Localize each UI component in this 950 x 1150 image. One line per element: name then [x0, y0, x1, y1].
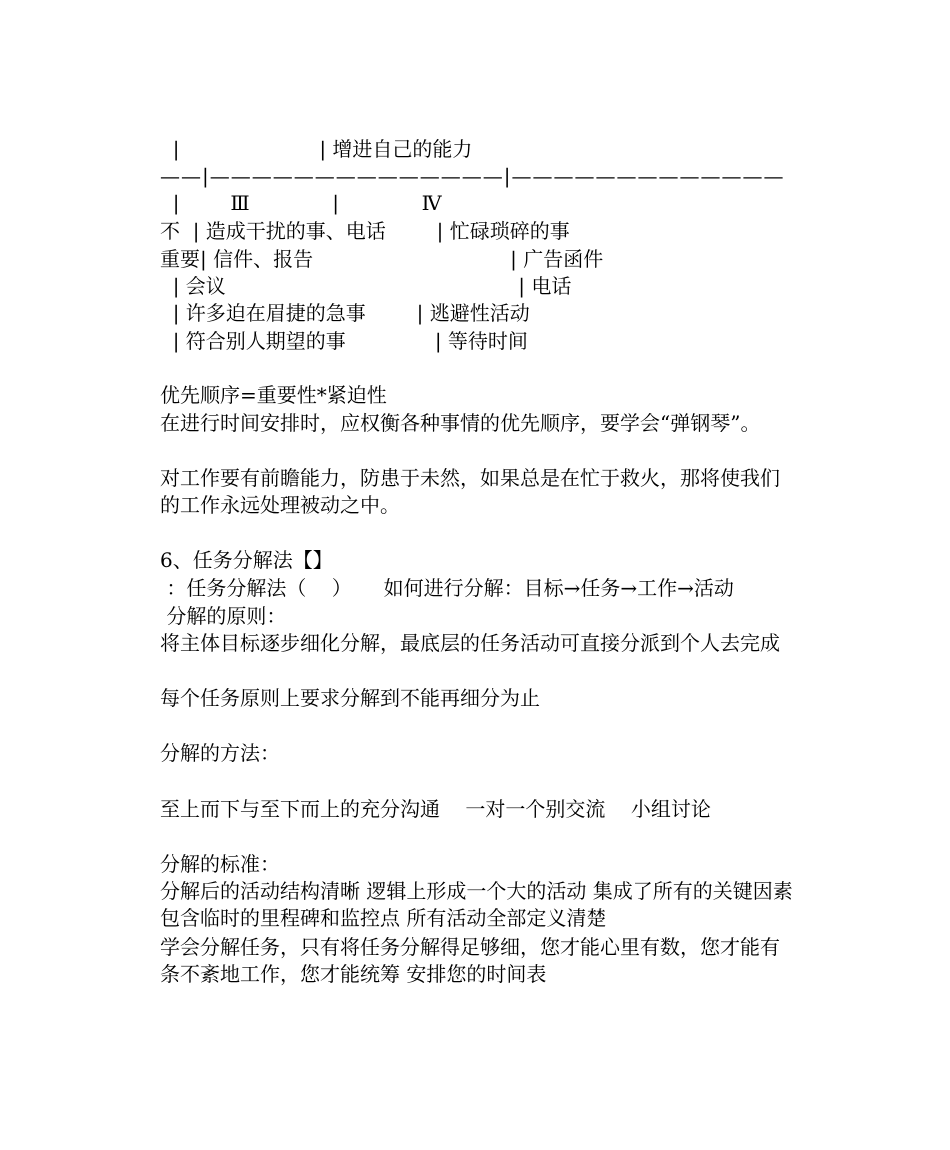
table-row-top: | | 增进自己的能力: [160, 137, 473, 161]
principle-title: 分解的原则：: [160, 604, 287, 628]
priority-paragraph-2: 对工作要有前瞻能力，防患于未然，如果总是在忙于救火，那将使我们的工作永远处理被动之中。: [160, 466, 780, 517]
method-text: 至上而下与至下而上的充分沟通 一对一个别交流 小组讨论: [160, 797, 711, 821]
principle-1: 将主体目标逐步细化分解，最底层的任务活动可直接分派到个人去完成: [160, 631, 780, 655]
table-row: | 许多迫在眉捷的急事 | 逃避性活动: [160, 301, 530, 325]
priority-formula: 优先顺序=重要性*紧迫性: [160, 383, 387, 407]
table-row: | 符合别人期望的事 | 等待时间: [160, 329, 528, 353]
table-separator: ——|——————————————|—————————————: [160, 164, 785, 188]
standard-title: 分解的标准：: [160, 852, 280, 876]
table-row: 不 | 造成干扰的事、电话 | 忙碌琐碎的事: [160, 219, 570, 243]
standard-text: 分解后的活动结构清晰 逻辑上形成一个大的活动 集成了所有的关键因素包含临时的里程碑和监控点 所有活动全部定义清楚: [160, 879, 793, 930]
table-row: | 会议 | 电话: [160, 274, 572, 298]
table-quadrant-header: | Ⅲ | Ⅳ: [160, 191, 442, 215]
priority-paragraph-1: 在进行时间安排时，应权衡各种事情的优先顺序，要学会“弹钢琴”。: [160, 411, 761, 435]
table-row: 重要| 信件、报告 | 广告函件: [160, 247, 604, 271]
section-6-intro: ：任务分解法（ ） 如何进行分解：目标→任务→工作→活动: [160, 576, 734, 600]
section-6-heading: 6、任务分解法【】: [160, 548, 333, 572]
closing-paragraph: 学会分解任务，只有将任务分解得足够细，您才能心里有数，您才能有条不紊地工作，您才能统筹 安排您的时间表: [160, 935, 780, 986]
method-title: 分解的方法：: [160, 741, 280, 765]
principle-2: 每个任务原则上要求分解到不能再细分为止: [160, 686, 540, 710]
